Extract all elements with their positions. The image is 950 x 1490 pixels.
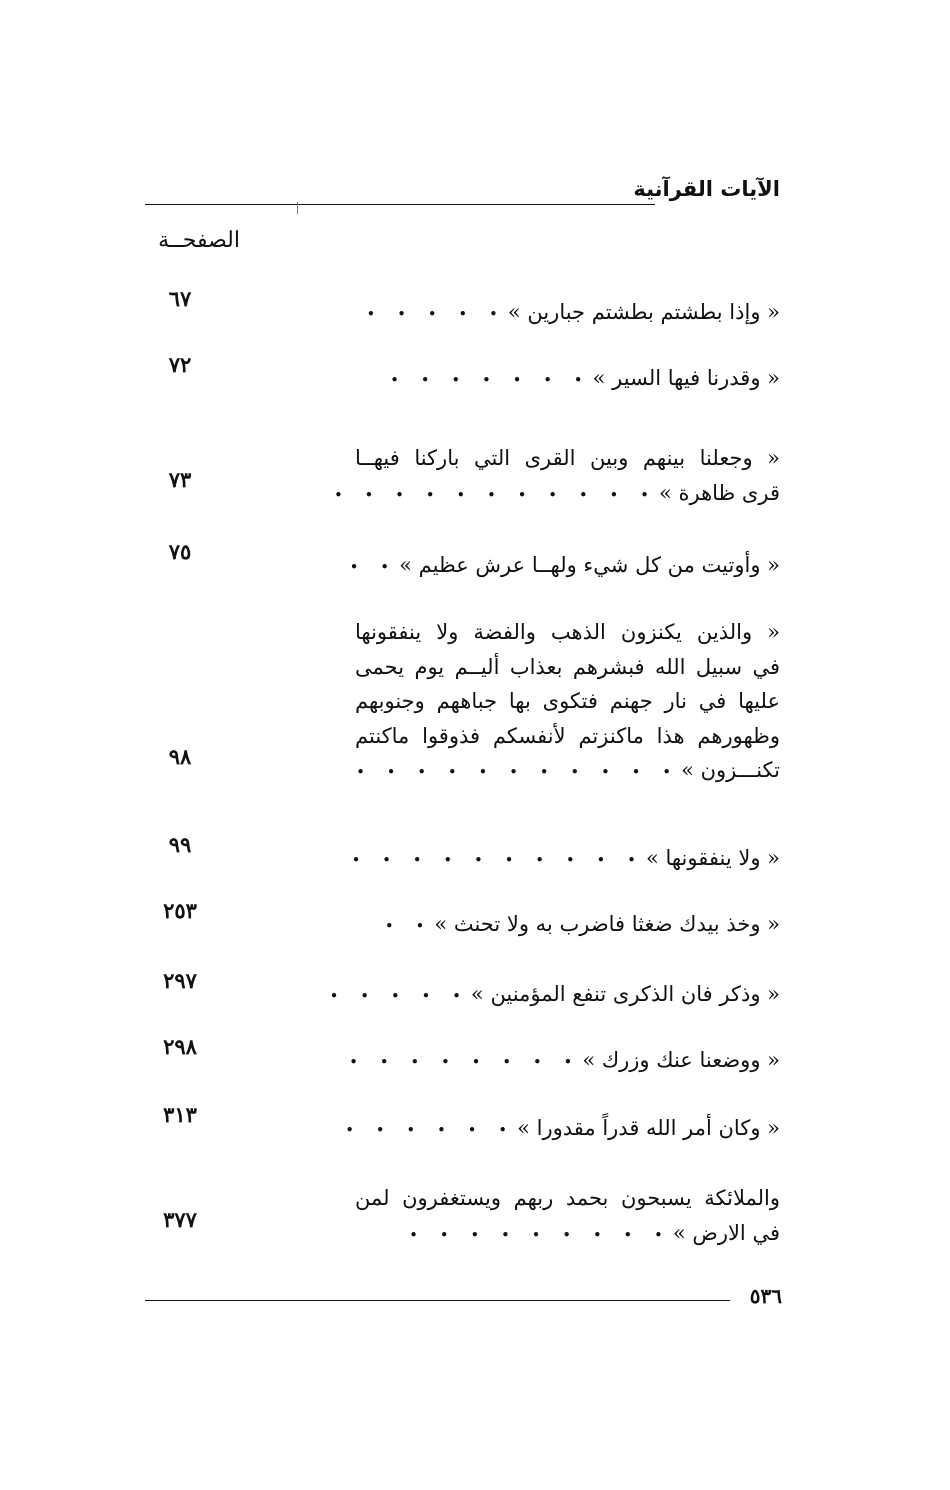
verse-text: « وقدرنا فيها السير » bbox=[592, 366, 780, 390]
leader-dots: • • • • • bbox=[329, 987, 461, 1005]
verse-text: قرى ظاهرة » bbox=[658, 480, 780, 505]
page-number-ref: ٦٧ bbox=[168, 286, 192, 311]
verse-text: والملائكة يسبحون بحمد ربهم ويستغفرون لمن bbox=[355, 1186, 780, 1210]
verse-text: « ووضعنا عنك وزرك » bbox=[582, 1048, 780, 1072]
verse-text: عليها في نار جهنم فتكوى بها جباههم وجنوبهم bbox=[355, 689, 780, 713]
leader-dots: • • • • • • • bbox=[390, 371, 583, 389]
verse-line bbox=[355, 292, 780, 332]
verse-text: « وجعلنا بينهم وبين القرى التي باركنا فيهــا bbox=[355, 446, 780, 470]
page-number-ref: ٩٨ bbox=[168, 744, 192, 769]
page-number-ref: ٩٩ bbox=[168, 832, 192, 857]
verse-text: « وخذ بيدك ضغثا فاضرب به ولا تحنث » bbox=[434, 912, 780, 936]
page-number-ref: ٣١٣ bbox=[163, 1102, 197, 1127]
page-column-label: الصفحــة bbox=[158, 228, 240, 253]
verse-text: وظهورهم هذا ماكنزتم لأنفسكم فذوقوا ماكنتم bbox=[355, 723, 780, 748]
verse-line bbox=[355, 1213, 780, 1253]
page-number-ref: ٢٥٣ bbox=[163, 898, 197, 923]
header-rule bbox=[145, 204, 655, 205]
leader-dots: • • bbox=[349, 558, 390, 576]
verse-line bbox=[355, 358, 780, 398]
verse-line bbox=[333, 473, 780, 513]
verse-line bbox=[355, 750, 780, 790]
verse-text: « وكان أمر الله قدراً مقدورا » bbox=[517, 1116, 780, 1140]
verse-text: « وإذا بطشتم بطشتم جبارين » bbox=[507, 300, 780, 324]
header-mark bbox=[297, 202, 298, 214]
leader-dots: • • • • • • • • • • • bbox=[333, 485, 649, 504]
verse-text: في سبيل الله فبشرهم بعذاب أليــم يوم يحمى bbox=[355, 654, 780, 679]
leader-dots: • • • • • • • • • • bbox=[351, 851, 636, 869]
verse-line bbox=[349, 545, 780, 585]
page-number-ref: ٢٩٨ bbox=[163, 1034, 197, 1059]
leader-dots: • • • • • • • • bbox=[349, 1053, 573, 1071]
page-number-ref: ٣٧٧ bbox=[163, 1206, 197, 1232]
leader-dots: • • • • • • bbox=[345, 1121, 508, 1139]
leader-dots: • • bbox=[384, 917, 425, 935]
leader-dots: • • • • • • • • • bbox=[409, 1225, 663, 1244]
verse-text: « والذين يكنزون الذهب والفضة ولا ينفقونها bbox=[355, 620, 780, 644]
page-number-ref: ٢٩٧ bbox=[163, 968, 197, 993]
footer-page-number: ٥٣٦ bbox=[749, 1284, 782, 1308]
leader-dots: • • • • • • • • • • • bbox=[356, 763, 672, 781]
page-number-ref: ٧٢ bbox=[168, 352, 192, 377]
page-number-ref: ٧٣ bbox=[168, 466, 192, 492]
verse-line bbox=[355, 904, 780, 944]
verse-text: « وأوتيت من كل شيء ولهــا عرش عظيم » bbox=[399, 553, 780, 577]
page-header-title: الآيات القرآنية bbox=[633, 177, 780, 201]
verse-text: « وذكر فان الذكرى تنفع المؤمنين » bbox=[470, 982, 780, 1006]
verse-text: تكنـــزون » bbox=[681, 758, 780, 782]
verse-line bbox=[349, 1040, 780, 1080]
page-number-ref: ٧٥ bbox=[168, 539, 192, 564]
leader-dots: • • • • • bbox=[366, 305, 498, 323]
footer-rule bbox=[145, 1300, 730, 1301]
verse-text: في الارض » bbox=[672, 1220, 780, 1245]
verse-line bbox=[351, 838, 780, 878]
verse-line bbox=[345, 1108, 780, 1148]
verse-line bbox=[329, 974, 780, 1014]
verse-text: « ولا ينفقونها » bbox=[645, 846, 780, 870]
